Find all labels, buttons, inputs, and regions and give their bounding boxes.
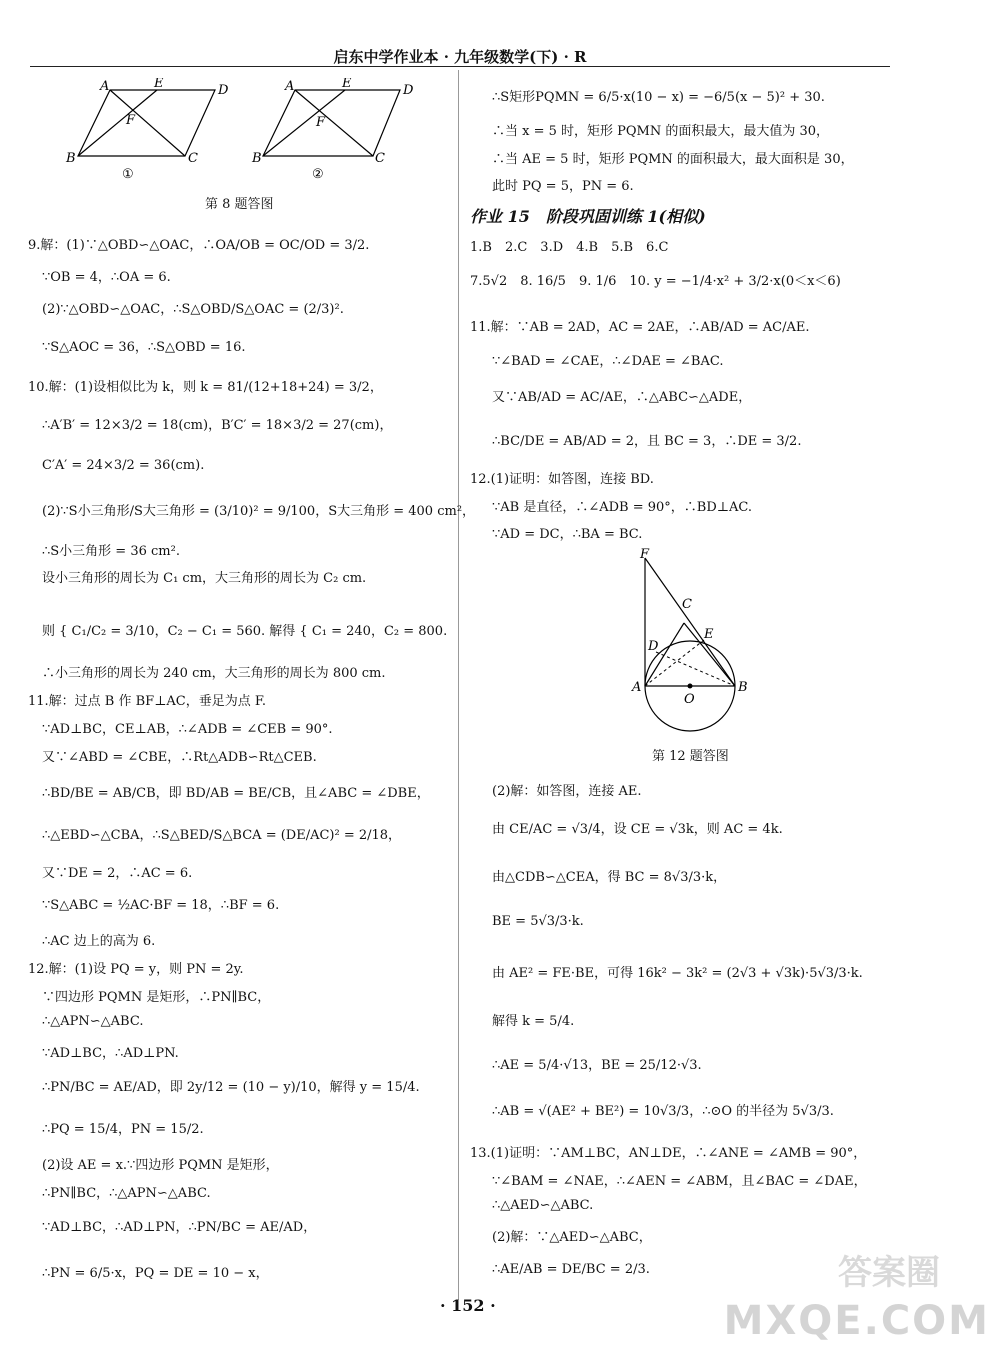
fig12-label-c: C [682, 597, 692, 612]
fig12-label-e: E [704, 627, 714, 642]
fig8-label-f2: F [316, 115, 326, 130]
left-line: 12.解：(1)设 PQ = y，则 PN = 2y. [28, 962, 244, 977]
fig8-number-1: ① [122, 167, 134, 182]
left-line: ∵AD⊥BC，∴AD⊥PN，∴PN/BC = AE/AD， [42, 1220, 317, 1235]
left-line: (2)∵S小三角形/S大三角形 = (3/10)² = 9/100，S大三角形 = 400 cm²， [42, 504, 476, 519]
right-line: ∴当 x = 5 时，矩形 PQMN 的面积最大，最大值为 30， [492, 124, 830, 139]
page-header: 启东中学作业本 · 九年级数学(下) · R [333, 48, 587, 66]
fig8-label-e: E [154, 78, 164, 91]
left-line: ∵OB = 4，∴OA = 6. [42, 270, 171, 285]
right-line: ∴BC/DE = AB/AD = 2，且 BC = 3，∴DE = 3/2. [492, 434, 802, 449]
right-line: 由 AE² = FE·BE，可得 16k² − 3k² = (2√3 + √3k)·5√3/3·k. [492, 966, 863, 981]
fig8-label-a2: A [285, 79, 295, 94]
left-line: ∵四边形 PQMN 是矩形，∴PN∥BC， [42, 990, 271, 1005]
left-line: ∴BD/BE = AB/CB，即 BD/AB = BE/CB，且∠ABC = ∠DBE， [42, 786, 430, 801]
right-line: 11.解：∵AB = 2AD，AC = 2AE，∴AB/AD = AC/AE. [470, 320, 810, 335]
right-line: (2)解：如答图，连接 AE. [492, 784, 642, 799]
left-line: 9.解：(1)∵△OBD∽△OAC，∴OA/OB = OC/OD = 3/2. [28, 238, 370, 253]
right-line: ∵AD = DC，∴BA = BC. [492, 527, 643, 542]
right-line: ∵∠BAD = ∠CAE，∴∠DAE = ∠BAC. [492, 354, 724, 369]
fig8-label-c: C [188, 151, 198, 166]
left-line: ∴小三角形的周长为 240 cm，大三角形的周长为 800 cm. [42, 666, 386, 681]
page-number: · 152 · [440, 1296, 496, 1315]
fig12-label-a: A [632, 680, 642, 695]
right-line: ∴AE/AB = DE/BC = 2/3. [492, 1262, 650, 1277]
left-line: (2)设 AE = x.∵四边形 PQMN 是矩形， [42, 1158, 279, 1173]
watermark-url: MXQE.COM [723, 1298, 990, 1344]
right-line: (2)解：∵△AED∽△ABC， [492, 1230, 652, 1245]
right-line: BE = 5√3/3·k. [492, 914, 584, 929]
fig12-label-o: O [684, 692, 695, 707]
right-line: 此时 PQ = 5，PN = 6. [492, 179, 634, 194]
left-line: ∵S△ABC = ½AC·BF = 18，∴BF = 6. [42, 898, 280, 913]
left-line: 又∵∠ABD = ∠CBE，∴Rt△ADB∽Rt△CEB. [42, 750, 317, 765]
watermark-logo: 答案圈 [838, 1253, 940, 1293]
fig8-label-d: D [218, 83, 229, 98]
fig8-label-f: F [126, 113, 136, 128]
fig8-label-d2: D [403, 83, 414, 98]
right-line: ∴AE = 5/4·√13，BE = 25/12·√3. [492, 1058, 702, 1073]
right-line: ∵∠BAM = ∠NAE，∴∠AEN = ∠ABM，且∠BAC = ∠DAE， [492, 1174, 867, 1189]
right-line: 由△CDB∽△CEA，得 BC = 8√3/3·k， [492, 870, 727, 885]
right-line: 12.(1)证明：如答图，连接 BD. [470, 472, 654, 487]
left-line: ∴PN = 6/5·x，PQ = DE = 10 − x， [42, 1266, 269, 1281]
right-line: ∴△AED∽△ABC. [492, 1198, 594, 1213]
left-line: ∴S小三角形 = 36 cm². [42, 544, 180, 559]
left-line: 设小三角形的周长为 C₁ cm，大三角形的周长为 C₂ cm. [42, 571, 367, 586]
header-rule [30, 66, 890, 67]
right-line: 7.5√2 8. 16/5 9. 1/6 10. y = −1/4·x² + 3/2·x(0＜x＜6) [470, 274, 841, 289]
left-line: ∴AC 边上的高为 6. [42, 934, 156, 949]
right-line: 由 CE/AC = √3/4，设 CE = √3k，则 AC = 4k. [492, 822, 783, 837]
left-line: ∴△APN∽△ABC. [42, 1014, 144, 1029]
right-line: ∴AB = √(AE² + BE²) = 10√3/3，∴⊙O 的半径为 5√3/3. [492, 1104, 834, 1119]
right-line: ∴当 AE = 5 时，矩形 PQMN 的面积最大，最大面积是 30， [492, 152, 854, 167]
fig8-label-a: A [100, 79, 110, 94]
fig12-label-f: F [640, 548, 650, 562]
left-line: (2)∵△OBD∽△OAC，∴S△OBD/S△OAC = (2/3)². [42, 302, 344, 317]
fig8-label-b: B [66, 151, 76, 166]
right-line: 1.B 2.C 3.D 4.B 5.B 6.C [470, 240, 669, 255]
left-line: ∴PN/BC = AE/AD，即 2y/12 = (10 − y)/10，解得 y = 15/4. [42, 1080, 420, 1095]
fig12-label-d: D [648, 639, 659, 654]
fig8-label-c2: C [375, 151, 385, 166]
fig8-number-2: ② [312, 167, 324, 182]
right-line: 又∵AB/AD = AC/AE，∴△ABC∽△ADE， [492, 390, 752, 405]
section-heading: 作业 15 阶段巩固训练 1(相似) [470, 207, 706, 226]
left-line: ∴A′B′ = 12×3/2 = 18(cm)，B′C′ = 18×3/2 = 27(cm)， [42, 418, 393, 433]
right-line: ∵AB 是直径，∴∠ADB = 90°，∴BD⊥AC. [492, 500, 753, 515]
left-line: ∵S△AOC = 36，∴S△OBD = 16. [42, 340, 246, 355]
column-divider [458, 70, 459, 1300]
left-line: 10.解：(1)设相似比为 k，则 k = 81/(12+18+24) = 3/2， [28, 380, 383, 395]
left-line: ∴PQ = 15/4，PN = 15/2. [42, 1122, 204, 1137]
figure-12 [628, 548, 768, 763]
fig12-label-b: B [738, 680, 748, 695]
left-line: 11.解：过点 B 作 BF⊥AC，垂足为点 F. [28, 694, 267, 709]
left-line: 则 { C₁/C₂ = 3/10，C₂ − C₁ = 560. 解得 { C₁ = 240，C₂ = 800. [42, 624, 448, 639]
right-line: 解得 k = 5/4. [492, 1014, 575, 1029]
fig8-caption: 第 8 题答图 [205, 197, 274, 212]
left-line: C′A′ = 24×3/2 = 36(cm). [42, 458, 205, 473]
figure-8 [60, 78, 430, 183]
left-line: ∵AD⊥BC，CE⊥AB，∴∠ADB = ∠CEB = 90°. [42, 722, 333, 737]
left-line: ∴PN∥BC，∴△APN∽△ABC. [42, 1186, 211, 1201]
fig8-label-e2: E [342, 78, 352, 91]
left-line: 又∵DE = 2，∴AC = 6. [42, 866, 193, 881]
right-line: ∴S矩形PQMN = 6/5·x(10 − x) = −6/5(x − 5)² + 30. [492, 90, 825, 105]
left-line: ∵AD⊥BC，∴AD⊥PN. [42, 1046, 179, 1061]
left-line: ∴△EBD∽△CBA，∴S△BED/S△BCA = (DE/AC)² = 2/18， [42, 828, 402, 843]
fig8-label-b2: B [252, 151, 262, 166]
fig12-caption: 第 12 题答图 [652, 749, 729, 764]
right-line: 13.(1)证明：∵AM⊥BC，AN⊥DE，∴∠ANE = ∠AMB = 90°， [470, 1146, 867, 1161]
